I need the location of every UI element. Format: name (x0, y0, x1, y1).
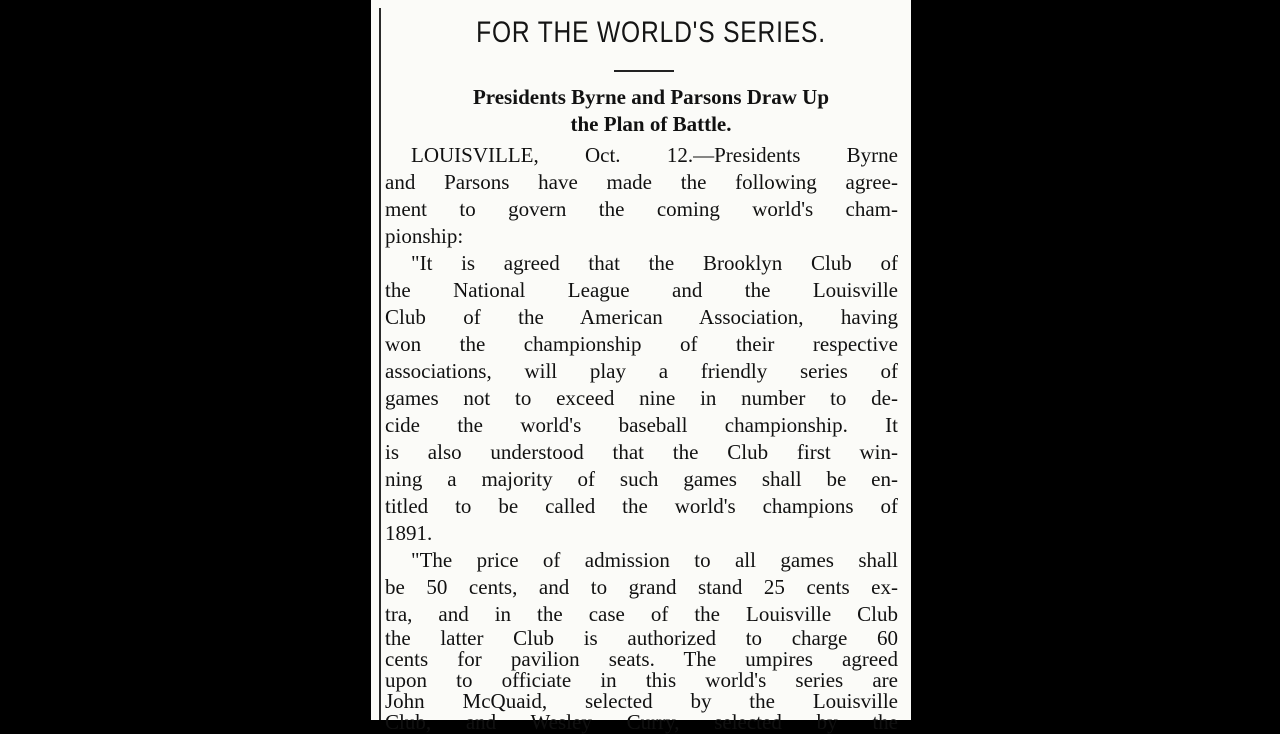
body-line: Club, and Wesley Curry, selected by the (385, 710, 898, 734)
body-line: pionship: (385, 224, 464, 248)
subheadline (391, 84, 911, 138)
body-line: the latter Club is authorized to charge 60 (385, 626, 898, 650)
body-line: 1891. (385, 521, 433, 545)
body-line: won the championship of their respective (385, 332, 898, 356)
body-line: cents for pavilion seats. The umpires agreed (385, 647, 898, 671)
body-line: and Parsons have made the following agree- (385, 170, 898, 194)
body-line: ment to govern the coming world's cham- (385, 197, 898, 221)
body-line: is also understood that the Club first win- (385, 440, 898, 464)
subhead-line: the Plan of Battle. (570, 112, 732, 136)
body-line: cide the world's baseball championship. It (385, 413, 898, 437)
body-line: tra, and in the case of the Louisville Club (385, 602, 898, 626)
body-line: the National League and the Louisville (385, 278, 898, 302)
body-line: ning a majority of such games shall be en- (385, 467, 898, 491)
body-line: be 50 cents, and to grand stand 25 cents ex- (385, 575, 898, 599)
article-body (385, 142, 898, 733)
newspaper-clipping (371, 0, 911, 734)
headline-divider (614, 70, 674, 72)
body-line: upon to officiate in this world's series are (385, 668, 898, 692)
body-line: John McQuaid, selected by the Louisville (385, 689, 898, 713)
body-line: Club of the American Association, having (385, 305, 898, 329)
body-line: associations, will play a friendly series of (385, 359, 898, 383)
subhead-line: Presidents Byrne and Parsons Draw Up (472, 85, 830, 109)
column-rule (379, 8, 381, 720)
body-line: titled to be called the world's champions of (385, 494, 898, 518)
body-line: games not to exceed nine in number to de- (385, 386, 898, 410)
body-line: "It is agreed that the Brooklyn Club of (411, 251, 898, 275)
headline: FOR THE WORLD'S SERIES. (476, 16, 826, 49)
body-line: LOUISVILLE, Oct. 12.—Presidents Byrne (411, 143, 898, 167)
body-line: "The price of admission to all games shall (411, 548, 898, 572)
